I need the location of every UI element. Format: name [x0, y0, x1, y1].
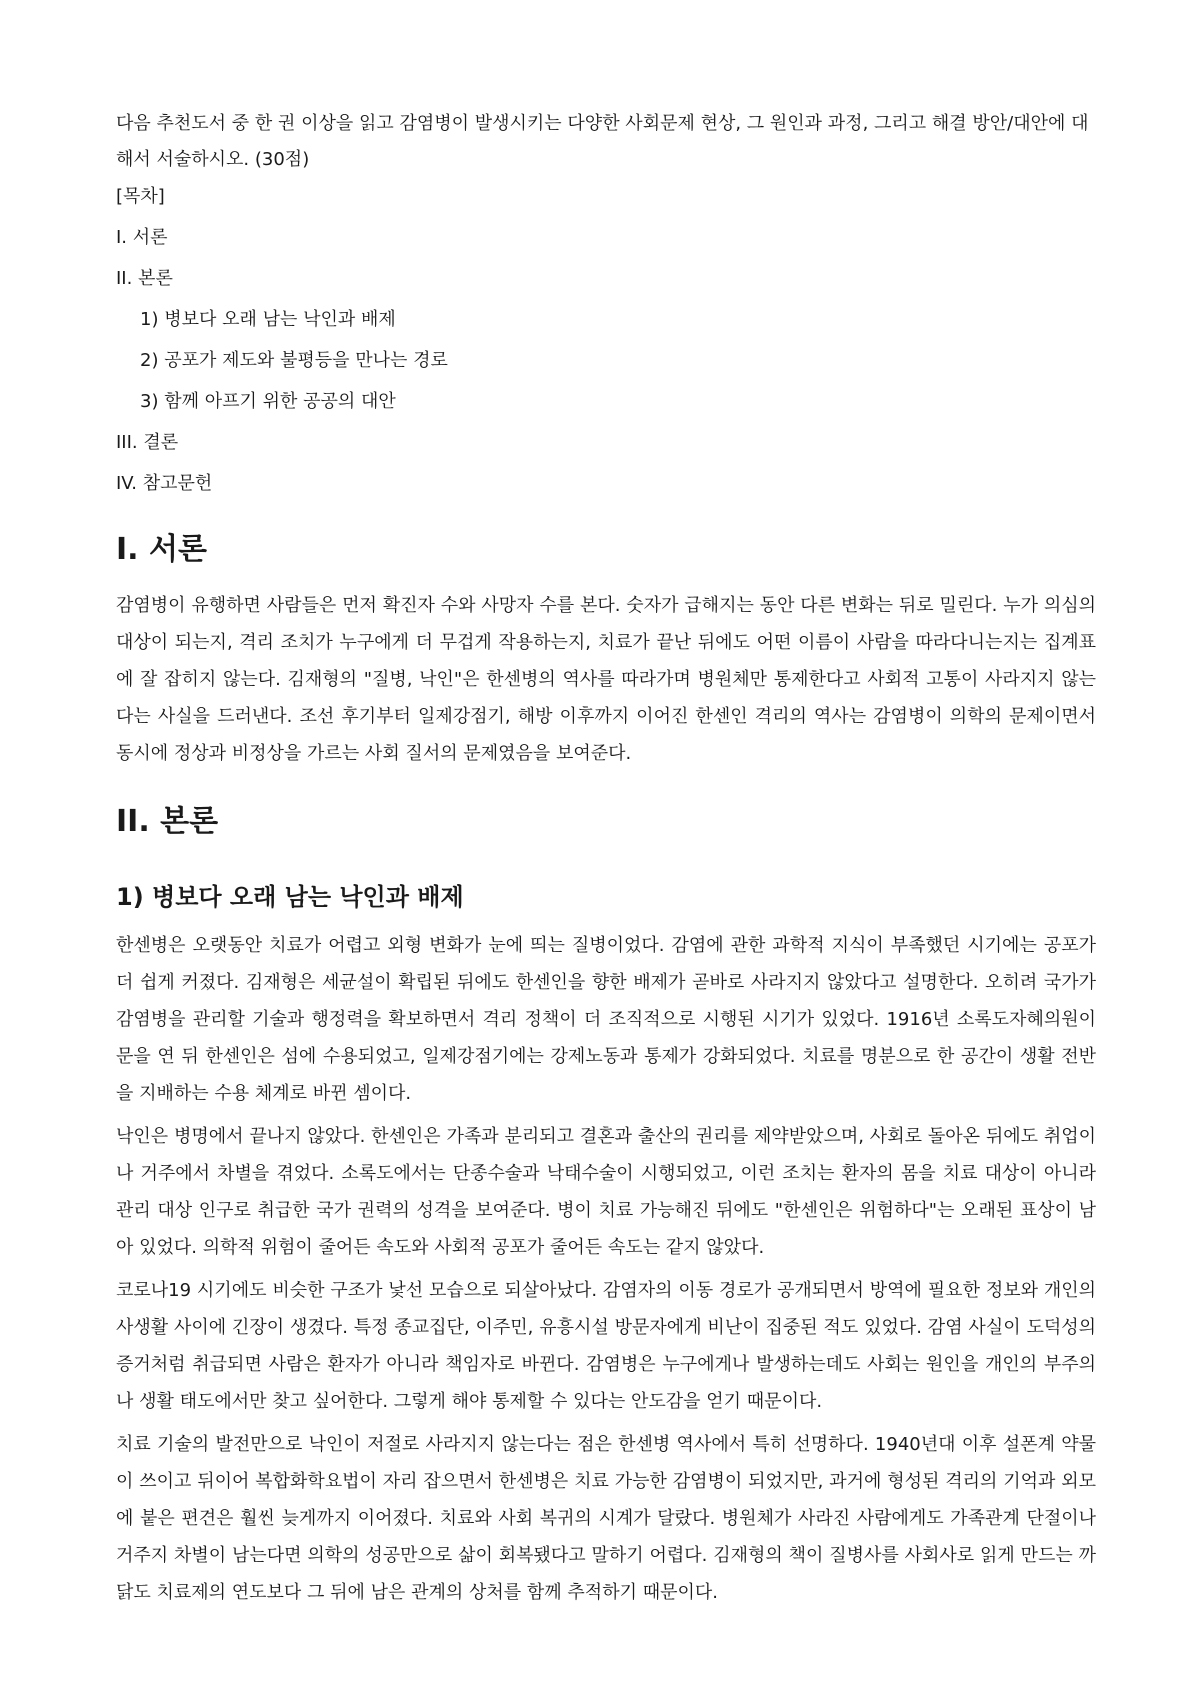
body-heading: II. 본론	[116, 804, 219, 839]
introduction-paragraph: 감염병이 유행하면 사람들은 먼저 확진자 수와 사망자 수를 본다. 숫자가 급해지는 동안 다른 변화는 뒤로 밀린다. 누가 의심의 대상이 되는지, 격리 조치가 누구에게 더 무겁게 작용하는지, 치료가 끝난 뒤에도 어떤 이름이 사람을 따라다니는지는 집계표에 잘 잡히지 않는다. 김재형의 "질병, 낙인"은 한센병의 역사를 따라가며 병원체만 통제한다고 사회적 고통이 사라지지 않는다는 사실을 드러낸다. 조선 후기부터 일제강점기, 해방 이후까지 이어진 한센인 격리의 역사는 감염병이 의학의 문제이면서 동시에 정상과 비정상을 가르는 사회 질서의 문제였음을 보여준다.	[116, 595, 1096, 764]
introduction-heading: I. 서론	[116, 532, 207, 567]
toc-item-body: II. 본론	[116, 268, 173, 289]
toc-item-body-section-2: 2) 공포가 제도와 불평등을 만나는 경로	[140, 350, 448, 371]
toc-item-body-section-1: 1) 병보다 오래 남는 낙인과 배제	[140, 309, 396, 330]
section-1-heading: 1) 병보다 오래 남는 낙인과 배제	[116, 883, 464, 911]
table-of-contents	[116, 184, 1096, 497]
toc-item-introduction: I. 서론	[116, 227, 168, 248]
section-1-paragraph: 치료 기술의 발전만으로 낙인이 저절로 사라지지 않는다는 점은 한센병 역사에서 특히 선명하다. 1940년대 이후 설폰계 약물이 쓰이고 뒤이어 복합화학요법이 자리 잡으면서 한센병은 치료 가능한 감염병이 되었지만, 과거에 형성된 격리의 기억과 외모에 붙은 편견은 훨씬 늦게까지 이어졌다. 치료와 사회 복귀의 시계가 달랐다. 병원체가 사라진 사람에게도 가족관계 단절이나 거주지 차별이 남는다면 의학의 성공만으로 삶이 회복됐다고 말하기 어렵다. 김재형의 책이 질병사를 사회사로 읽게 만드는 까닭도 치료제의 연도보다 그 뒤에 남은 관계의 상처를 함께 추적하기 때문이다.	[116, 1434, 1096, 1603]
toc-item-references: IV. 참고문헌	[116, 473, 213, 494]
section-1-paragraph: 낙인은 병명에서 끝나지 않았다. 한센인은 가족과 분리되고 결혼과 출산의 권리를 제약받았으며, 사회로 돌아온 뒤에도 취업이나 거주에서 차별을 겪었다. 소록도에서는 단종수술과 낙태수술이 시행되었고, 이런 조치는 환자의 몸을 치료 대상이 아니라 관리 대상 인구로 취급한 국가 권력의 성격을 보여준다. 병이 치료 가능해진 뒤에도 "한센인은 위험하다"는 오래된 표상이 남아 있었다. 의학적 위험이 줄어든 속도와 사회적 공포가 줄어든 속도는 같지 않았다.	[116, 1126, 1096, 1258]
document-page	[116, 106, 1096, 1617]
section-1-paragraph: 한센병은 오랫동안 치료가 어렵고 외형 변화가 눈에 띄는 질병이었다. 감염에 관한 과학적 지식이 부족했던 시기에는 공포가 더 쉽게 커졌다. 김재형은 세균설이 확립된 뒤에도 한센인을 향한 배제가 곧바로 사라지지 않았다고 설명한다. 오히려 국가가 감염병을 관리할 기술과 행정력을 확보하면서 격리 정책이 더 조직적으로 시행된 시기가 있었다. 1916년 소록도자혜의원이 문을 연 뒤 한센인은 섬에 수용되었고, 일제강점기에는 강제노동과 통제가 강화되었다. 치료를 명분으로 한 공간이 생활 전반을 지배하는 수용 체계로 바뀐 셈이다.	[116, 935, 1096, 1104]
toc-item-body-section-3: 3) 함께 아프기 위한 공공의 대안	[140, 391, 396, 412]
section-1-paragraph: 코로나19 시기에도 비슷한 구조가 낯선 모습으로 되살아났다. 감염자의 이동 경로가 공개되면서 방역에 필요한 정보와 개인의 사생활 사이에 긴장이 생겼다. 특정 종교집단, 이주민, 유흥시설 방문자에게 비난이 집중된 적도 있었다. 감염 사실이 도덕성의 증거처럼 취급되면 사람은 환자가 아니라 책임자로 바뀐다. 감염병은 누구에게나 발생하는데도 사회는 원인을 개인의 부주의나 생활 태도에서만 찾고 싶어한다. 그렇게 해야 통제할 수 있다는 안도감을 얻기 때문이다.	[116, 1280, 1096, 1412]
toc-heading: [목차]	[116, 186, 165, 207]
assignment-prompt: 다음 추천도서 중 한 권 이상을 읽고 감염병이 발생시키는 다양한 사회문제 현상, 그 원인과 과정, 그리고 해결 방안/대안에 대해서 서술하시오. (30점)	[116, 113, 1089, 170]
toc-item-conclusion: III. 결론	[116, 432, 179, 453]
